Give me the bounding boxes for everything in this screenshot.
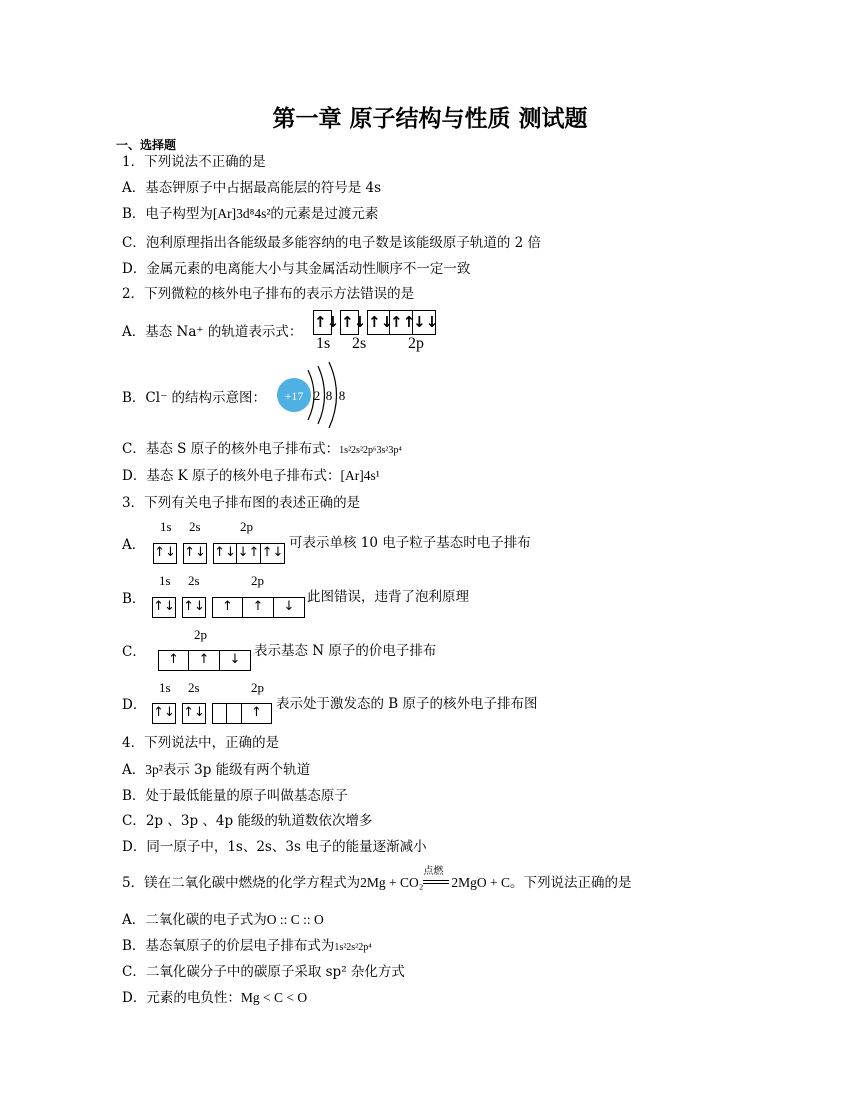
q5-equation-right: 2MgO + C bbox=[451, 875, 511, 890]
q2-option-c bbox=[122, 440, 402, 460]
orbital-box bbox=[212, 703, 227, 724]
orbital-box: ↑↓ bbox=[261, 543, 285, 564]
shell-electrons: 2 bbox=[313, 388, 321, 403]
orbital-label-2s: 2s bbox=[352, 335, 367, 352]
q2-option-a: A．基态 Na⁺ 的轨道表示式： bbox=[122, 324, 303, 340]
orbital-label-2s: 2s bbox=[188, 573, 200, 588]
q5-stem bbox=[122, 865, 632, 892]
orbital-box: ↑↓ bbox=[182, 597, 206, 618]
q4-option-c: C．2p 、3p 、4p 能级的轨道数依次增多 bbox=[122, 813, 373, 829]
q5-option-b-formula: 1s²2s²2p⁴ bbox=[334, 942, 372, 953]
q1-option-b-prefix: B．电子构型为 bbox=[122, 206, 213, 222]
q5-option-b bbox=[122, 937, 372, 957]
orbital-box: ↑↓ bbox=[183, 543, 207, 564]
q3-option-c-text: 表示基态 N 原子的价电子排布 bbox=[254, 643, 437, 659]
q3-option-c-label: C． bbox=[122, 644, 146, 660]
q3-option-b-label: B． bbox=[122, 591, 146, 607]
orbital-box: ↑↓ bbox=[340, 310, 359, 335]
q2-option-c-formula: 1s²2s²2p⁶3s²3p⁴ bbox=[339, 445, 402, 456]
orbital-label-2p: 2p bbox=[251, 680, 264, 695]
orbital-label-2p: 2p bbox=[194, 627, 207, 642]
q1-option-b bbox=[122, 205, 378, 223]
orbital-box: ↑↑ bbox=[390, 310, 413, 335]
orbital-box: ↑↓ bbox=[152, 597, 176, 618]
q5-option-a-prefix: A．二氧化碳的电子式为 bbox=[122, 912, 267, 928]
q1-option-d: D．金属元素的电离能大小与其金属活动性顺序不一定一致 bbox=[122, 261, 471, 277]
q3-c-orbital-diagram bbox=[158, 650, 251, 671]
q4-option-d: D．同一原子中，1s、2s、3s 电子的能量逐渐减小 bbox=[122, 839, 427, 855]
equals-line bbox=[423, 880, 449, 881]
q2-option-b: B．Cl⁻ 的结构示意图： bbox=[122, 390, 266, 406]
q5-option-a bbox=[122, 911, 324, 929]
orbital-box: ↑ bbox=[158, 650, 189, 671]
q3-stem: 3．下列有关电子排布图的表述正确的是 bbox=[122, 495, 361, 511]
q3-option-b-text: 此图错误，违背了泡利原理 bbox=[307, 589, 469, 605]
q1-stem: 1．下列说法不正确的是 bbox=[122, 154, 266, 170]
orbital-box bbox=[227, 703, 242, 724]
orbital-label-2p: 2p bbox=[240, 519, 253, 534]
q4-option-a-formula: 3p² bbox=[145, 762, 163, 777]
q2-option-d bbox=[122, 467, 380, 485]
orbital-box: ↑↓ bbox=[153, 543, 177, 564]
q3-option-d-text: 表示处于激发态的 B 原子的核外电子排布图 bbox=[276, 696, 538, 712]
orbital-box: ↓ bbox=[274, 597, 305, 618]
q5-option-d-formula: Mg < C < O bbox=[240, 990, 308, 1005]
shell-electrons: 8 bbox=[338, 388, 346, 403]
q4-option-a bbox=[122, 761, 310, 779]
nucleus-charge: +17 bbox=[284, 389, 304, 403]
orbital-box: ↑↓ bbox=[313, 310, 332, 335]
q4-stem: 4．下列说法中，正确的是 bbox=[122, 735, 280, 751]
q1-option-a: A．基态钾原子中占据最高能层的符号是 4s bbox=[122, 180, 382, 196]
q2-a-orbital-diagram bbox=[313, 310, 439, 335]
orbital-label-2s: 2s bbox=[188, 680, 200, 695]
q5-reaction-condition bbox=[423, 865, 451, 889]
orbital-label-2p: 2p bbox=[408, 335, 424, 352]
orbital-box: ↑↓ bbox=[367, 310, 390, 335]
orbital-label-2s: 2s bbox=[189, 519, 201, 534]
q1-option-c: C．泡利原理指出各能级最多能容纳的电子数是该能级原子轨道的 2 倍 bbox=[122, 235, 542, 251]
q5-option-c: C．二氧化碳分子中的碳原子采取 sp² 杂化方式 bbox=[122, 964, 405, 980]
page-title: 第一章 原子结构与性质 测试题 bbox=[272, 106, 588, 132]
q4-option-b: B．处于最低能量的原子叫做基态原子 bbox=[122, 788, 348, 804]
q3-a-orbital-diagram bbox=[153, 543, 285, 564]
q5-equation-left: 2Mg + CO₂ bbox=[360, 875, 424, 890]
q5-option-a-formula: O :: C :: O bbox=[266, 912, 324, 927]
q3-d-orbital-diagram bbox=[152, 703, 272, 724]
cl-ion-structure-diagram bbox=[274, 360, 364, 432]
q4-option-a-suffix: 表示 3p 能级有两个轨道 bbox=[162, 762, 311, 778]
q3-option-d-label: D． bbox=[122, 697, 147, 713]
orbital-box: ↓ bbox=[220, 650, 251, 671]
orbital-box: ↓↓ bbox=[413, 310, 436, 335]
shell-electrons: 8 bbox=[325, 388, 333, 403]
q2-option-d-prefix: D．基态 K 原子的核外电子排布式： bbox=[122, 468, 341, 484]
q4-option-a-prefix: A． bbox=[122, 762, 146, 778]
equals-line bbox=[423, 883, 449, 884]
q1-option-b-suffix: 的元素是过渡元素 bbox=[270, 206, 379, 222]
q1-option-b-formula: [Ar]3d⁸4s² bbox=[212, 206, 271, 221]
orbital-label-1s: 1s bbox=[159, 680, 171, 695]
q5-option-d-prefix: D．元素的电负性： bbox=[122, 990, 241, 1006]
orbital-box: ↑ bbox=[189, 650, 220, 671]
q5-option-b-prefix: B．基态氧原子的价层电子排布式为 bbox=[122, 938, 335, 954]
orbital-box: ↑ bbox=[243, 597, 274, 618]
orbital-box: ↓↑ bbox=[237, 543, 261, 564]
q5-stem-suffix: 。下列说法正确的是 bbox=[510, 875, 632, 891]
orbital-box: ↑ bbox=[242, 703, 272, 724]
q5-option-d bbox=[122, 989, 307, 1007]
orbital-label-2p: 2p bbox=[251, 573, 264, 588]
orbital-label-1s: 1s bbox=[160, 519, 172, 534]
q2-stem: 2．下列微粒的核外电子排布的表示方法错误的是 bbox=[122, 286, 415, 302]
q3-option-a-text: 可表示单核 10 电子粒子基态时电子排布 bbox=[289, 535, 531, 551]
orbital-label-1s: 1s bbox=[316, 335, 331, 352]
q5-stem-prefix: 5．镁在二氧化碳中燃烧的化学方程式为 bbox=[122, 875, 361, 891]
q3-b-orbital-diagram bbox=[152, 597, 305, 618]
q2-option-d-formula: [Ar]4s¹ bbox=[340, 468, 380, 483]
q5-condition-label: 点燃 bbox=[423, 865, 444, 877]
orbital-box: ↑↓ bbox=[213, 543, 237, 564]
orbital-box: ↑↓ bbox=[182, 703, 206, 724]
q3-option-a-label: A． bbox=[122, 537, 146, 553]
q2-option-c-prefix: C．基态 S 原子的核外电子排布式： bbox=[122, 441, 340, 457]
orbital-label-1s: 1s bbox=[159, 573, 171, 588]
section-heading: 一、选择题 bbox=[116, 138, 177, 152]
orbital-box: ↑↓ bbox=[152, 703, 176, 724]
orbital-box: ↑ bbox=[212, 597, 243, 618]
